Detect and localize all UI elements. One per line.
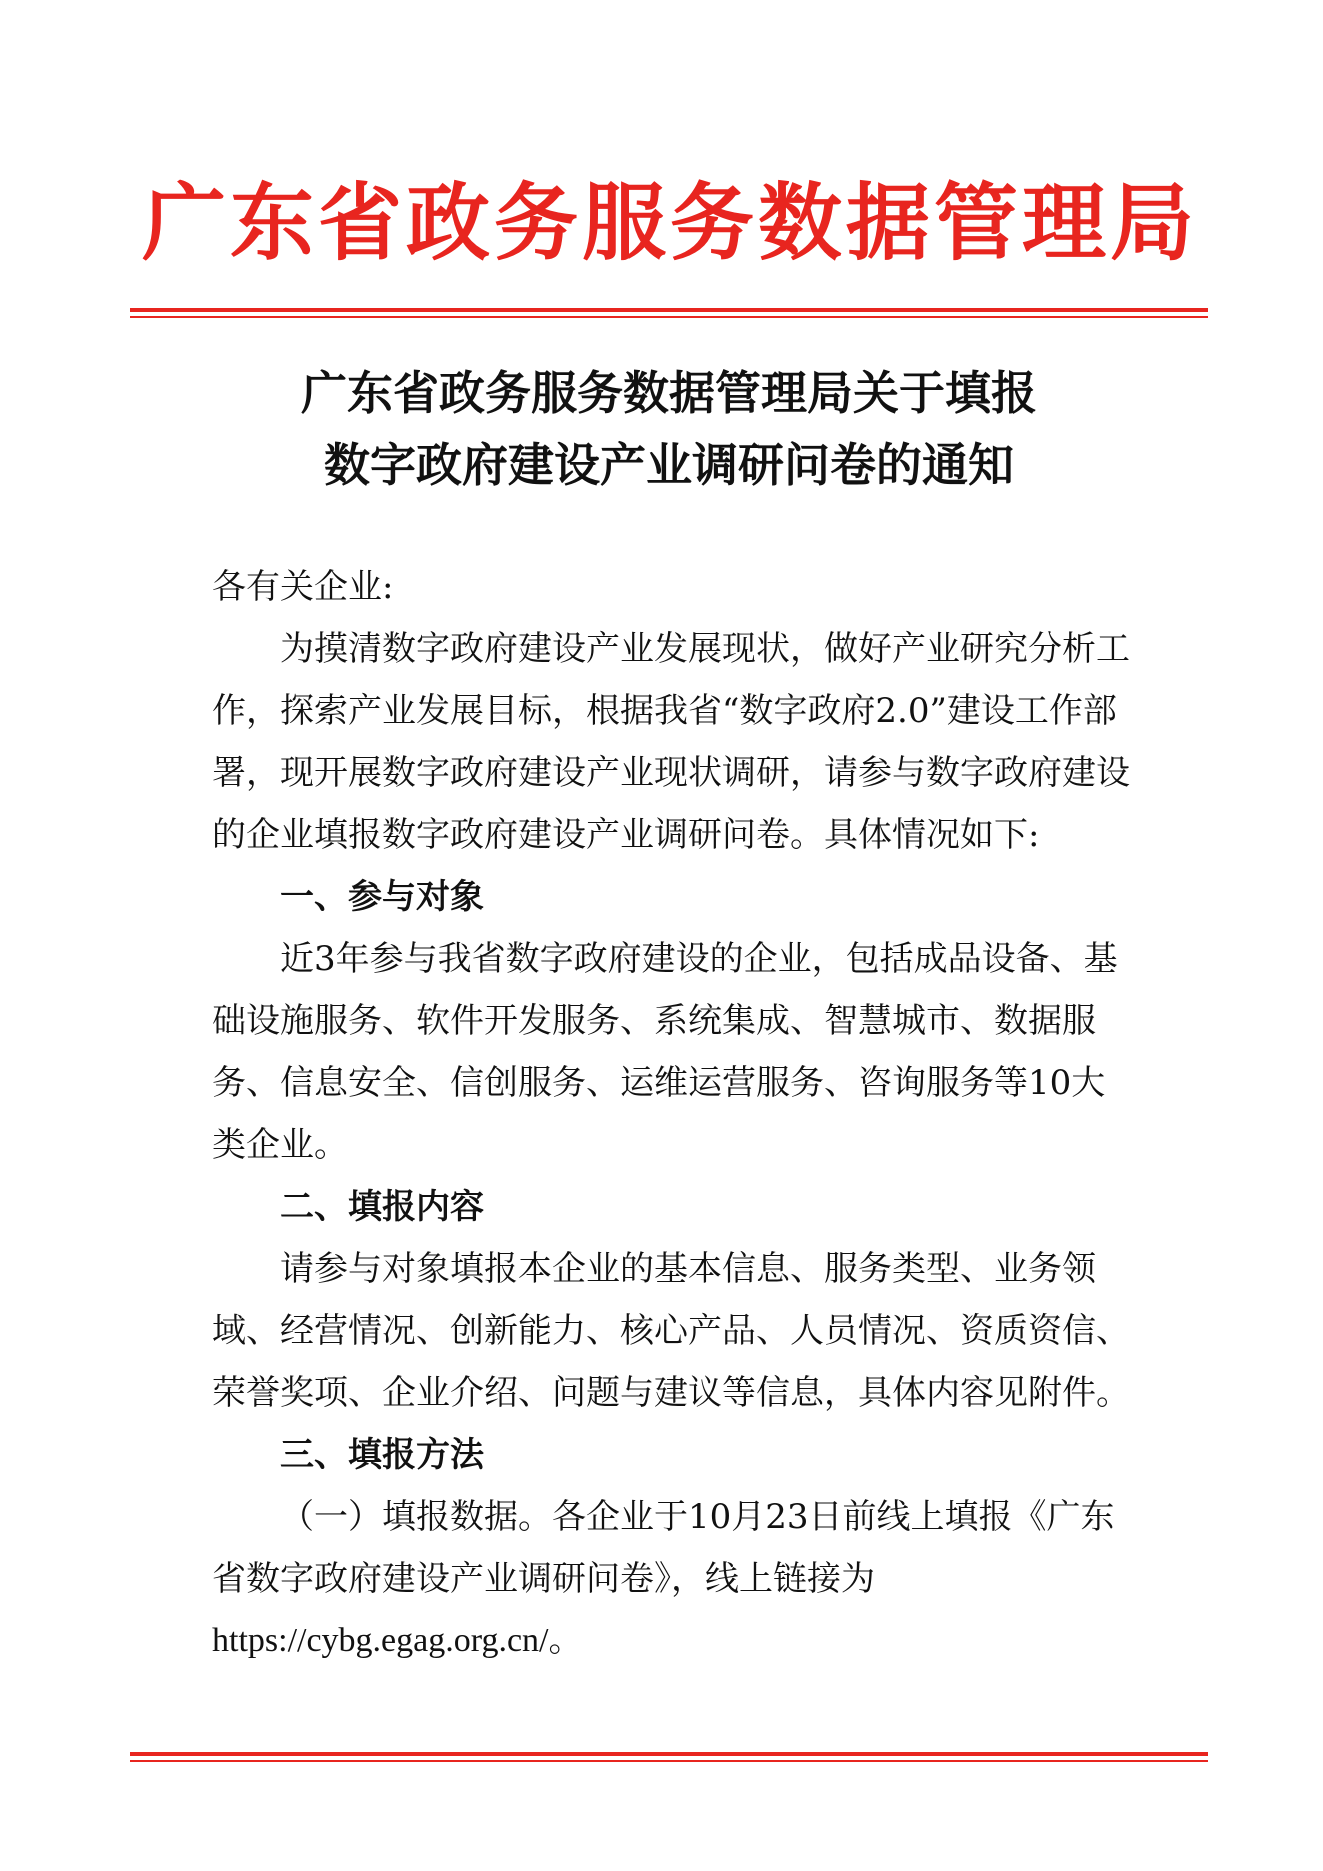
section3-heading: 三、填报方法 (280, 1435, 484, 1475)
section3-item1: （一）填报数据。各企业于10月23日前线上填报《广东省数字政府建设产业调研问卷》，线上链接为 (212, 1497, 1115, 1599)
notice-title-line2: 数字政府建设产业调研问卷的通知 (324, 438, 1014, 492)
notice-title-line1: 广东省政务服务数据管理局关于填报 (301, 366, 1037, 420)
notice-body (212, 556, 1132, 1672)
salutation: 各有关企业: (212, 567, 394, 607)
section2-heading: 二、填报内容 (280, 1187, 484, 1227)
section2-paragraph: 请参与对象填报本企业的基本信息、服务类型、业务领域、经营情况、创新能力、核心产品、人员情况、资质资信、荣誉奖项、企业介绍、问题与建议等信息，具体内容见附件。 (212, 1249, 1130, 1413)
letterhead-divider-top (130, 308, 1208, 318)
letterhead-org-name: 广东省政务服务数据管理局 (141, 174, 1198, 272)
section1-paragraph: 近3年参与我省数字政府建设的企业，包括成品设备、基础设施服务、软件开发服务、系统集成、智慧城市、数据服务、信息安全、信创服务、运维运营服务、咨询服务等10大类企业。 (212, 939, 1118, 1165)
survey-link[interactable]: https://cybg.egag.org.cn/。 (212, 1622, 583, 1659)
footer-divider (130, 1752, 1208, 1762)
section1-heading: 一、参与对象 (280, 877, 484, 917)
intro-paragraph: 为摸清数字政府建设产业发展现状，做好产业研究分析工作，探索产业发展目标，根据我省“数字政府2.0”建设工作部署，现开展数字政府建设产业现状调研，请参与数字政府建设的企业填报数字政府建设产业调研问卷。具体情况如下: (212, 629, 1130, 855)
